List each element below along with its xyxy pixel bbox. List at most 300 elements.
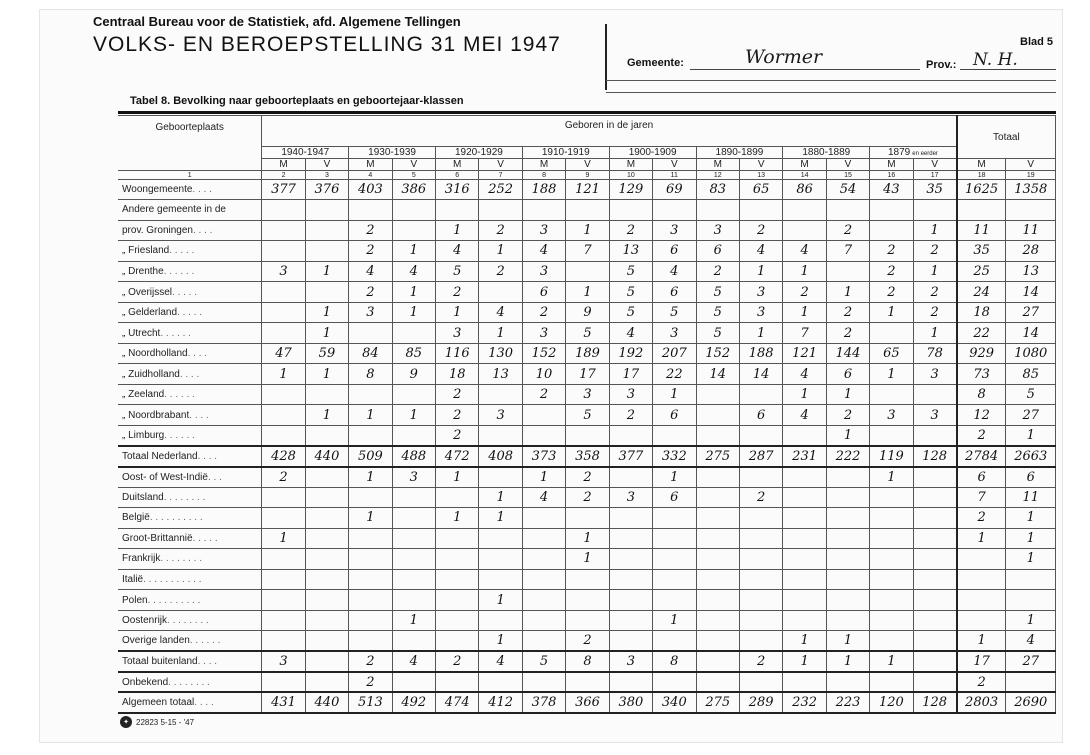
table-cell: 13 bbox=[479, 364, 522, 385]
column-number: 6 bbox=[436, 171, 479, 179]
table-cell: 54 bbox=[826, 179, 869, 200]
table-cell: 3 bbox=[479, 405, 522, 426]
table-cell bbox=[609, 549, 652, 570]
table-cell: 1 bbox=[436, 467, 479, 488]
table-cell: 2 bbox=[436, 405, 479, 426]
born-in-header: Geboren in de jaren bbox=[262, 116, 957, 147]
table-cell bbox=[826, 487, 869, 508]
table-cell: 121 bbox=[783, 343, 826, 364]
row-label-text: Totaal buitenland bbox=[122, 656, 198, 668]
row-label-text: Duitsland bbox=[122, 491, 164, 503]
table-cell bbox=[349, 590, 392, 611]
table-cell bbox=[305, 467, 348, 488]
table-cell bbox=[609, 467, 652, 488]
table-cell bbox=[479, 610, 522, 631]
table-cell: 316 bbox=[436, 179, 479, 200]
table-cell bbox=[739, 549, 782, 570]
column-number: 3 bbox=[305, 171, 348, 179]
table-cell bbox=[653, 631, 696, 652]
row-leader-dots: . . . . . bbox=[172, 286, 198, 298]
table-cell bbox=[826, 467, 869, 488]
table-cell: 1 bbox=[783, 302, 826, 323]
row-leader-dots: . . . . bbox=[197, 656, 218, 668]
table-cell: 3 bbox=[262, 261, 305, 282]
column-number: 5 bbox=[392, 171, 435, 179]
table-cell: 7 bbox=[566, 241, 609, 262]
row-label bbox=[118, 405, 262, 426]
table-cell: 3 bbox=[392, 467, 435, 488]
row-label bbox=[118, 651, 262, 672]
table-cell: 2 bbox=[522, 384, 565, 405]
table-cell: 1 bbox=[305, 323, 348, 344]
table-row bbox=[118, 508, 1056, 529]
period-header bbox=[696, 146, 783, 158]
table-cell: 412 bbox=[479, 692, 522, 713]
row-label-text: „ Limburg bbox=[122, 430, 165, 442]
table-cell bbox=[479, 569, 522, 590]
table-cell bbox=[392, 631, 435, 652]
column-number: 1 bbox=[118, 171, 262, 179]
table-cell: 4 bbox=[783, 405, 826, 426]
table-cell: 287 bbox=[739, 446, 782, 467]
table-cell: 121 bbox=[566, 179, 609, 200]
table-cell bbox=[783, 200, 826, 221]
table-cell: 440 bbox=[305, 692, 348, 713]
table-cell: 14 bbox=[696, 364, 739, 385]
table-cell bbox=[262, 323, 305, 344]
table-cell bbox=[305, 384, 348, 405]
table-cell: 4 bbox=[522, 241, 565, 262]
table-cell bbox=[609, 426, 652, 447]
table-cell: 373 bbox=[522, 446, 565, 467]
gemeente-line bbox=[690, 69, 920, 70]
period-label: 1930-1939 bbox=[368, 146, 416, 158]
table-cell: 4 bbox=[392, 651, 435, 672]
row-label bbox=[118, 508, 262, 529]
row-leader-dots: . . . . bbox=[194, 697, 214, 709]
header-row-group bbox=[118, 116, 1056, 147]
table-cell: 5 bbox=[653, 302, 696, 323]
table-cell bbox=[609, 569, 652, 590]
table-cell: 3 bbox=[522, 261, 565, 282]
table-cell: 2 bbox=[349, 672, 392, 693]
table-cell bbox=[826, 549, 869, 570]
table-cell: 1 bbox=[566, 549, 609, 570]
table-cell: 18 bbox=[957, 302, 1006, 323]
table-cell bbox=[566, 200, 609, 221]
publisher-logo-icon: ✦ bbox=[120, 716, 132, 728]
table-cell: 1 bbox=[436, 220, 479, 241]
table-cell bbox=[957, 549, 1006, 570]
table-cell: 386 bbox=[392, 179, 435, 200]
table-cell bbox=[479, 672, 522, 693]
male-header: M bbox=[262, 159, 305, 171]
table-cell: 2 bbox=[957, 672, 1006, 693]
table-cell bbox=[392, 508, 435, 529]
table-cell bbox=[826, 610, 869, 631]
table-row bbox=[118, 179, 1056, 200]
table-cell bbox=[436, 672, 479, 693]
table-cell: 5 bbox=[609, 282, 652, 303]
table-cell bbox=[262, 384, 305, 405]
table-cell bbox=[783, 220, 826, 241]
table-cell: 492 bbox=[392, 692, 435, 713]
table-cell bbox=[783, 426, 826, 447]
table-cell: 11 bbox=[957, 220, 1006, 241]
table-cell: 1 bbox=[479, 508, 522, 529]
birthplace-header: Geboorteplaats bbox=[118, 116, 262, 171]
table-cell: 6 bbox=[1006, 467, 1056, 488]
table-cell bbox=[305, 508, 348, 529]
total-row bbox=[118, 651, 1056, 672]
table-cell: 4 bbox=[349, 261, 392, 282]
table-cell: 3 bbox=[436, 323, 479, 344]
table-cell: 1 bbox=[522, 467, 565, 488]
table-cell bbox=[349, 384, 392, 405]
print-code: 22823 5-15 - '47 bbox=[136, 717, 195, 727]
table-cell: 1 bbox=[349, 405, 392, 426]
table-cell bbox=[783, 590, 826, 611]
table-cell bbox=[739, 508, 782, 529]
table-cell: 7 bbox=[957, 487, 1006, 508]
table-cell bbox=[696, 487, 739, 508]
table-cell: 2 bbox=[696, 261, 739, 282]
period-header bbox=[522, 146, 609, 158]
table-cell: 17 bbox=[566, 364, 609, 385]
table-cell: 1 bbox=[305, 302, 348, 323]
table-cell bbox=[870, 487, 913, 508]
table-cell: 275 bbox=[696, 446, 739, 467]
table-cell: 1 bbox=[479, 241, 522, 262]
column-number: 17 bbox=[913, 171, 957, 179]
row-label-text: „ Overijssel bbox=[122, 286, 173, 298]
table-cell: 2 bbox=[522, 302, 565, 323]
table-row bbox=[118, 549, 1056, 570]
table-cell bbox=[436, 590, 479, 611]
table-cell: 4 bbox=[479, 302, 522, 323]
table-cell bbox=[609, 610, 652, 631]
table-row bbox=[118, 343, 1056, 364]
row-label bbox=[118, 364, 262, 385]
female-header: V bbox=[479, 159, 522, 171]
table-cell: 5 bbox=[696, 302, 739, 323]
female-header: V bbox=[566, 159, 609, 171]
table-cell: 2 bbox=[870, 282, 913, 303]
table-cell: 1 bbox=[392, 610, 435, 631]
table-cell: 358 bbox=[566, 446, 609, 467]
table-cell bbox=[653, 508, 696, 529]
table-cell bbox=[262, 302, 305, 323]
table-cell: 1 bbox=[653, 610, 696, 631]
table-cell: 2 bbox=[739, 487, 782, 508]
table-cell: 513 bbox=[349, 692, 392, 713]
table-cell: 1 bbox=[739, 323, 782, 344]
table-cell: 3 bbox=[349, 302, 392, 323]
table-cell bbox=[783, 569, 826, 590]
female-header: V bbox=[826, 159, 869, 171]
table-row bbox=[118, 302, 1056, 323]
male-header: M bbox=[609, 159, 652, 171]
table-cell: 1 bbox=[783, 261, 826, 282]
table-cell bbox=[566, 569, 609, 590]
table-cell bbox=[305, 241, 348, 262]
row-label bbox=[118, 631, 262, 652]
total-row bbox=[118, 692, 1056, 713]
table-cell bbox=[392, 220, 435, 241]
period-header bbox=[870, 146, 957, 158]
table-cell bbox=[696, 384, 739, 405]
table-cell: 18 bbox=[436, 364, 479, 385]
table-row bbox=[118, 241, 1056, 262]
table-cell: 2 bbox=[479, 261, 522, 282]
table-cell bbox=[913, 487, 957, 508]
table-cell bbox=[739, 610, 782, 631]
female-header: V bbox=[392, 159, 435, 171]
table-cell: 1 bbox=[349, 508, 392, 529]
female-header: V bbox=[653, 159, 696, 171]
table-cell bbox=[870, 508, 913, 529]
table-cell bbox=[913, 590, 957, 611]
table-cell: 6 bbox=[653, 282, 696, 303]
table-cell bbox=[392, 590, 435, 611]
table-cell bbox=[566, 610, 609, 631]
table-row bbox=[118, 610, 1056, 631]
row-leader-dots: . . . . bbox=[192, 224, 213, 236]
table-cell bbox=[1006, 200, 1056, 221]
male-header: M bbox=[696, 159, 739, 171]
row-label bbox=[118, 302, 262, 323]
document-header bbox=[93, 14, 561, 57]
table-cell: 192 bbox=[609, 343, 652, 364]
row-label-text: Oostenrijk bbox=[122, 615, 168, 627]
period-label: 1910-1919 bbox=[541, 146, 590, 158]
table-cell bbox=[436, 610, 479, 631]
table-cell bbox=[739, 672, 782, 693]
table-cell bbox=[870, 323, 913, 344]
table-cell bbox=[696, 467, 739, 488]
table-cell: 3 bbox=[522, 220, 565, 241]
table-cell: 6 bbox=[957, 467, 1006, 488]
table-cell: 2 bbox=[826, 405, 869, 426]
table-cell: 2 bbox=[826, 323, 869, 344]
table-cell bbox=[696, 549, 739, 570]
table-cell: 2 bbox=[870, 241, 913, 262]
table-cell bbox=[696, 528, 739, 549]
table-cell: 1 bbox=[479, 631, 522, 652]
table-cell bbox=[436, 569, 479, 590]
table-cell bbox=[739, 528, 782, 549]
table-cell: 1 bbox=[436, 508, 479, 529]
row-leader-dots: . . . . . . bbox=[164, 389, 195, 401]
table-cell: 1 bbox=[870, 302, 913, 323]
gemeente-label: Gemeente: bbox=[627, 57, 684, 69]
table-cell: 378 bbox=[522, 692, 565, 713]
table-cell: 2 bbox=[739, 220, 782, 241]
table-cell bbox=[783, 487, 826, 508]
table-cell: 8 bbox=[653, 651, 696, 672]
table-cell: 1 bbox=[783, 384, 826, 405]
table-cell: 2690 bbox=[1006, 692, 1056, 713]
table-cell: 231 bbox=[783, 446, 826, 467]
table-cell bbox=[696, 651, 739, 672]
table-cell: 65 bbox=[870, 343, 913, 364]
table-row bbox=[118, 569, 1056, 590]
table-cell bbox=[653, 200, 696, 221]
row-leader-dots: . . . bbox=[207, 471, 222, 483]
row-leader-dots: . . . . . . bbox=[189, 635, 221, 647]
table-cell bbox=[262, 200, 305, 221]
table-cell bbox=[566, 508, 609, 529]
table-cell: 2 bbox=[609, 405, 652, 426]
table-cell: 27 bbox=[1006, 405, 1056, 426]
row-leader-dots: . . . . . . . . bbox=[167, 615, 209, 627]
table-cell: 152 bbox=[522, 343, 565, 364]
header-rule bbox=[606, 92, 1056, 93]
table-cell bbox=[783, 528, 826, 549]
table-cell bbox=[826, 261, 869, 282]
table-cell: 289 bbox=[739, 692, 782, 713]
table-cell: 7 bbox=[826, 241, 869, 262]
table-cell bbox=[262, 426, 305, 447]
table-cell: 1 bbox=[392, 302, 435, 323]
table-cell bbox=[392, 672, 435, 693]
period-label: 1900-1909 bbox=[628, 146, 677, 158]
table-cell: 152 bbox=[696, 343, 739, 364]
period-header bbox=[436, 146, 523, 158]
table-cell bbox=[349, 549, 392, 570]
column-number: 7 bbox=[479, 171, 522, 179]
table-cell: 1 bbox=[392, 241, 435, 262]
row-label-text: „ Zeeland bbox=[122, 389, 165, 401]
table-cell: 8 bbox=[566, 651, 609, 672]
table-cell: 2 bbox=[913, 241, 957, 262]
table-cell: 14 bbox=[1006, 323, 1056, 344]
table-cell bbox=[653, 672, 696, 693]
table-row bbox=[118, 672, 1056, 693]
table-cell: 1 bbox=[1006, 508, 1056, 529]
table-cell: 119 bbox=[870, 446, 913, 467]
table-cell bbox=[913, 200, 957, 221]
row-label-text: „ Gelderland bbox=[122, 307, 178, 319]
table-cell: 6 bbox=[653, 405, 696, 426]
table-cell: 2 bbox=[262, 467, 305, 488]
table-cell bbox=[436, 549, 479, 570]
table-cell: 1 bbox=[957, 631, 1006, 652]
table-cell: 1 bbox=[826, 426, 869, 447]
province-value: N. H. bbox=[973, 50, 1018, 70]
row-leader-dots: . . . . . . . . bbox=[163, 491, 206, 503]
table-cell bbox=[957, 610, 1006, 631]
row-leader-dots: . . . . . bbox=[169, 245, 195, 257]
row-label-text: „ Friesland bbox=[122, 245, 170, 257]
table-cell: 2663 bbox=[1006, 446, 1056, 467]
table-cell: 8 bbox=[349, 364, 392, 385]
table-cell: 1 bbox=[1006, 426, 1056, 447]
table-cell: 1 bbox=[349, 467, 392, 488]
table-cell: 1 bbox=[566, 282, 609, 303]
table-cell: 6 bbox=[696, 241, 739, 262]
table-cell: 3 bbox=[739, 282, 782, 303]
table-cell: 1 bbox=[826, 631, 869, 652]
table-cell bbox=[566, 672, 609, 693]
row-label-text: Frankrijk bbox=[122, 553, 161, 565]
table-cell: 1 bbox=[392, 282, 435, 303]
table-cell: 2 bbox=[826, 220, 869, 241]
row-label bbox=[118, 261, 262, 282]
table-cell: 188 bbox=[522, 179, 565, 200]
table-cell bbox=[262, 590, 305, 611]
table-cell bbox=[783, 672, 826, 693]
row-label bbox=[118, 323, 262, 344]
table-cell: 1080 bbox=[1006, 343, 1056, 364]
table-cell: 1 bbox=[653, 384, 696, 405]
row-leader-dots: . . . . . . . . . . . bbox=[143, 573, 202, 585]
column-number: 15 bbox=[826, 171, 869, 179]
table-cell bbox=[696, 672, 739, 693]
row-label-text: prov. Groningen bbox=[122, 224, 193, 236]
table-cell: 4 bbox=[436, 241, 479, 262]
table-cell: 86 bbox=[783, 179, 826, 200]
table-cell bbox=[522, 508, 565, 529]
table-cell: 84 bbox=[349, 343, 392, 364]
table-cell: 1 bbox=[826, 282, 869, 303]
row-label-text: Overige landen bbox=[122, 635, 190, 647]
table-cell: 3 bbox=[609, 651, 652, 672]
table-cell bbox=[262, 508, 305, 529]
table-cell: 2 bbox=[826, 302, 869, 323]
table-cell: 377 bbox=[262, 179, 305, 200]
table-cell bbox=[913, 672, 957, 693]
table-cell: 2 bbox=[436, 651, 479, 672]
row-leader-dots: . . . . bbox=[187, 348, 208, 360]
table-cell: 1 bbox=[913, 220, 957, 241]
table-cell bbox=[262, 220, 305, 241]
table-cell bbox=[522, 549, 565, 570]
table-cell bbox=[436, 487, 479, 508]
period-label: 1890-1899 bbox=[715, 146, 764, 158]
row-label bbox=[118, 220, 262, 241]
table-cell: 9 bbox=[566, 302, 609, 323]
table-cell bbox=[870, 426, 913, 447]
table-cell bbox=[609, 672, 652, 693]
table-cell bbox=[870, 384, 913, 405]
table-cell: 252 bbox=[479, 179, 522, 200]
table-cell: 1 bbox=[479, 487, 522, 508]
table-cell: 3 bbox=[653, 323, 696, 344]
table-cell bbox=[696, 569, 739, 590]
table-cell: 4 bbox=[1006, 631, 1056, 652]
table-cell bbox=[696, 631, 739, 652]
table-cell bbox=[436, 200, 479, 221]
table-cell: 2 bbox=[913, 282, 957, 303]
row-label bbox=[118, 426, 262, 447]
row-leader-dots: . . . . . . bbox=[163, 266, 195, 278]
table-cell: 3 bbox=[913, 364, 957, 385]
row-label bbox=[118, 343, 262, 364]
table-cell: 4 bbox=[479, 651, 522, 672]
table-cell: 73 bbox=[957, 364, 1006, 385]
table-cell: 10 bbox=[522, 364, 565, 385]
table-cell: 380 bbox=[609, 692, 652, 713]
table-cell bbox=[913, 569, 957, 590]
period-label: 1920-1929 bbox=[455, 146, 503, 158]
row-label-text: Groot-Brittannië bbox=[122, 532, 193, 544]
table-cell bbox=[522, 631, 565, 652]
row-leader-dots: . . . . . . bbox=[160, 327, 191, 339]
table-cell bbox=[957, 200, 1006, 221]
total-row bbox=[118, 446, 1056, 467]
row-leader-dots: . . . . . bbox=[192, 532, 218, 544]
